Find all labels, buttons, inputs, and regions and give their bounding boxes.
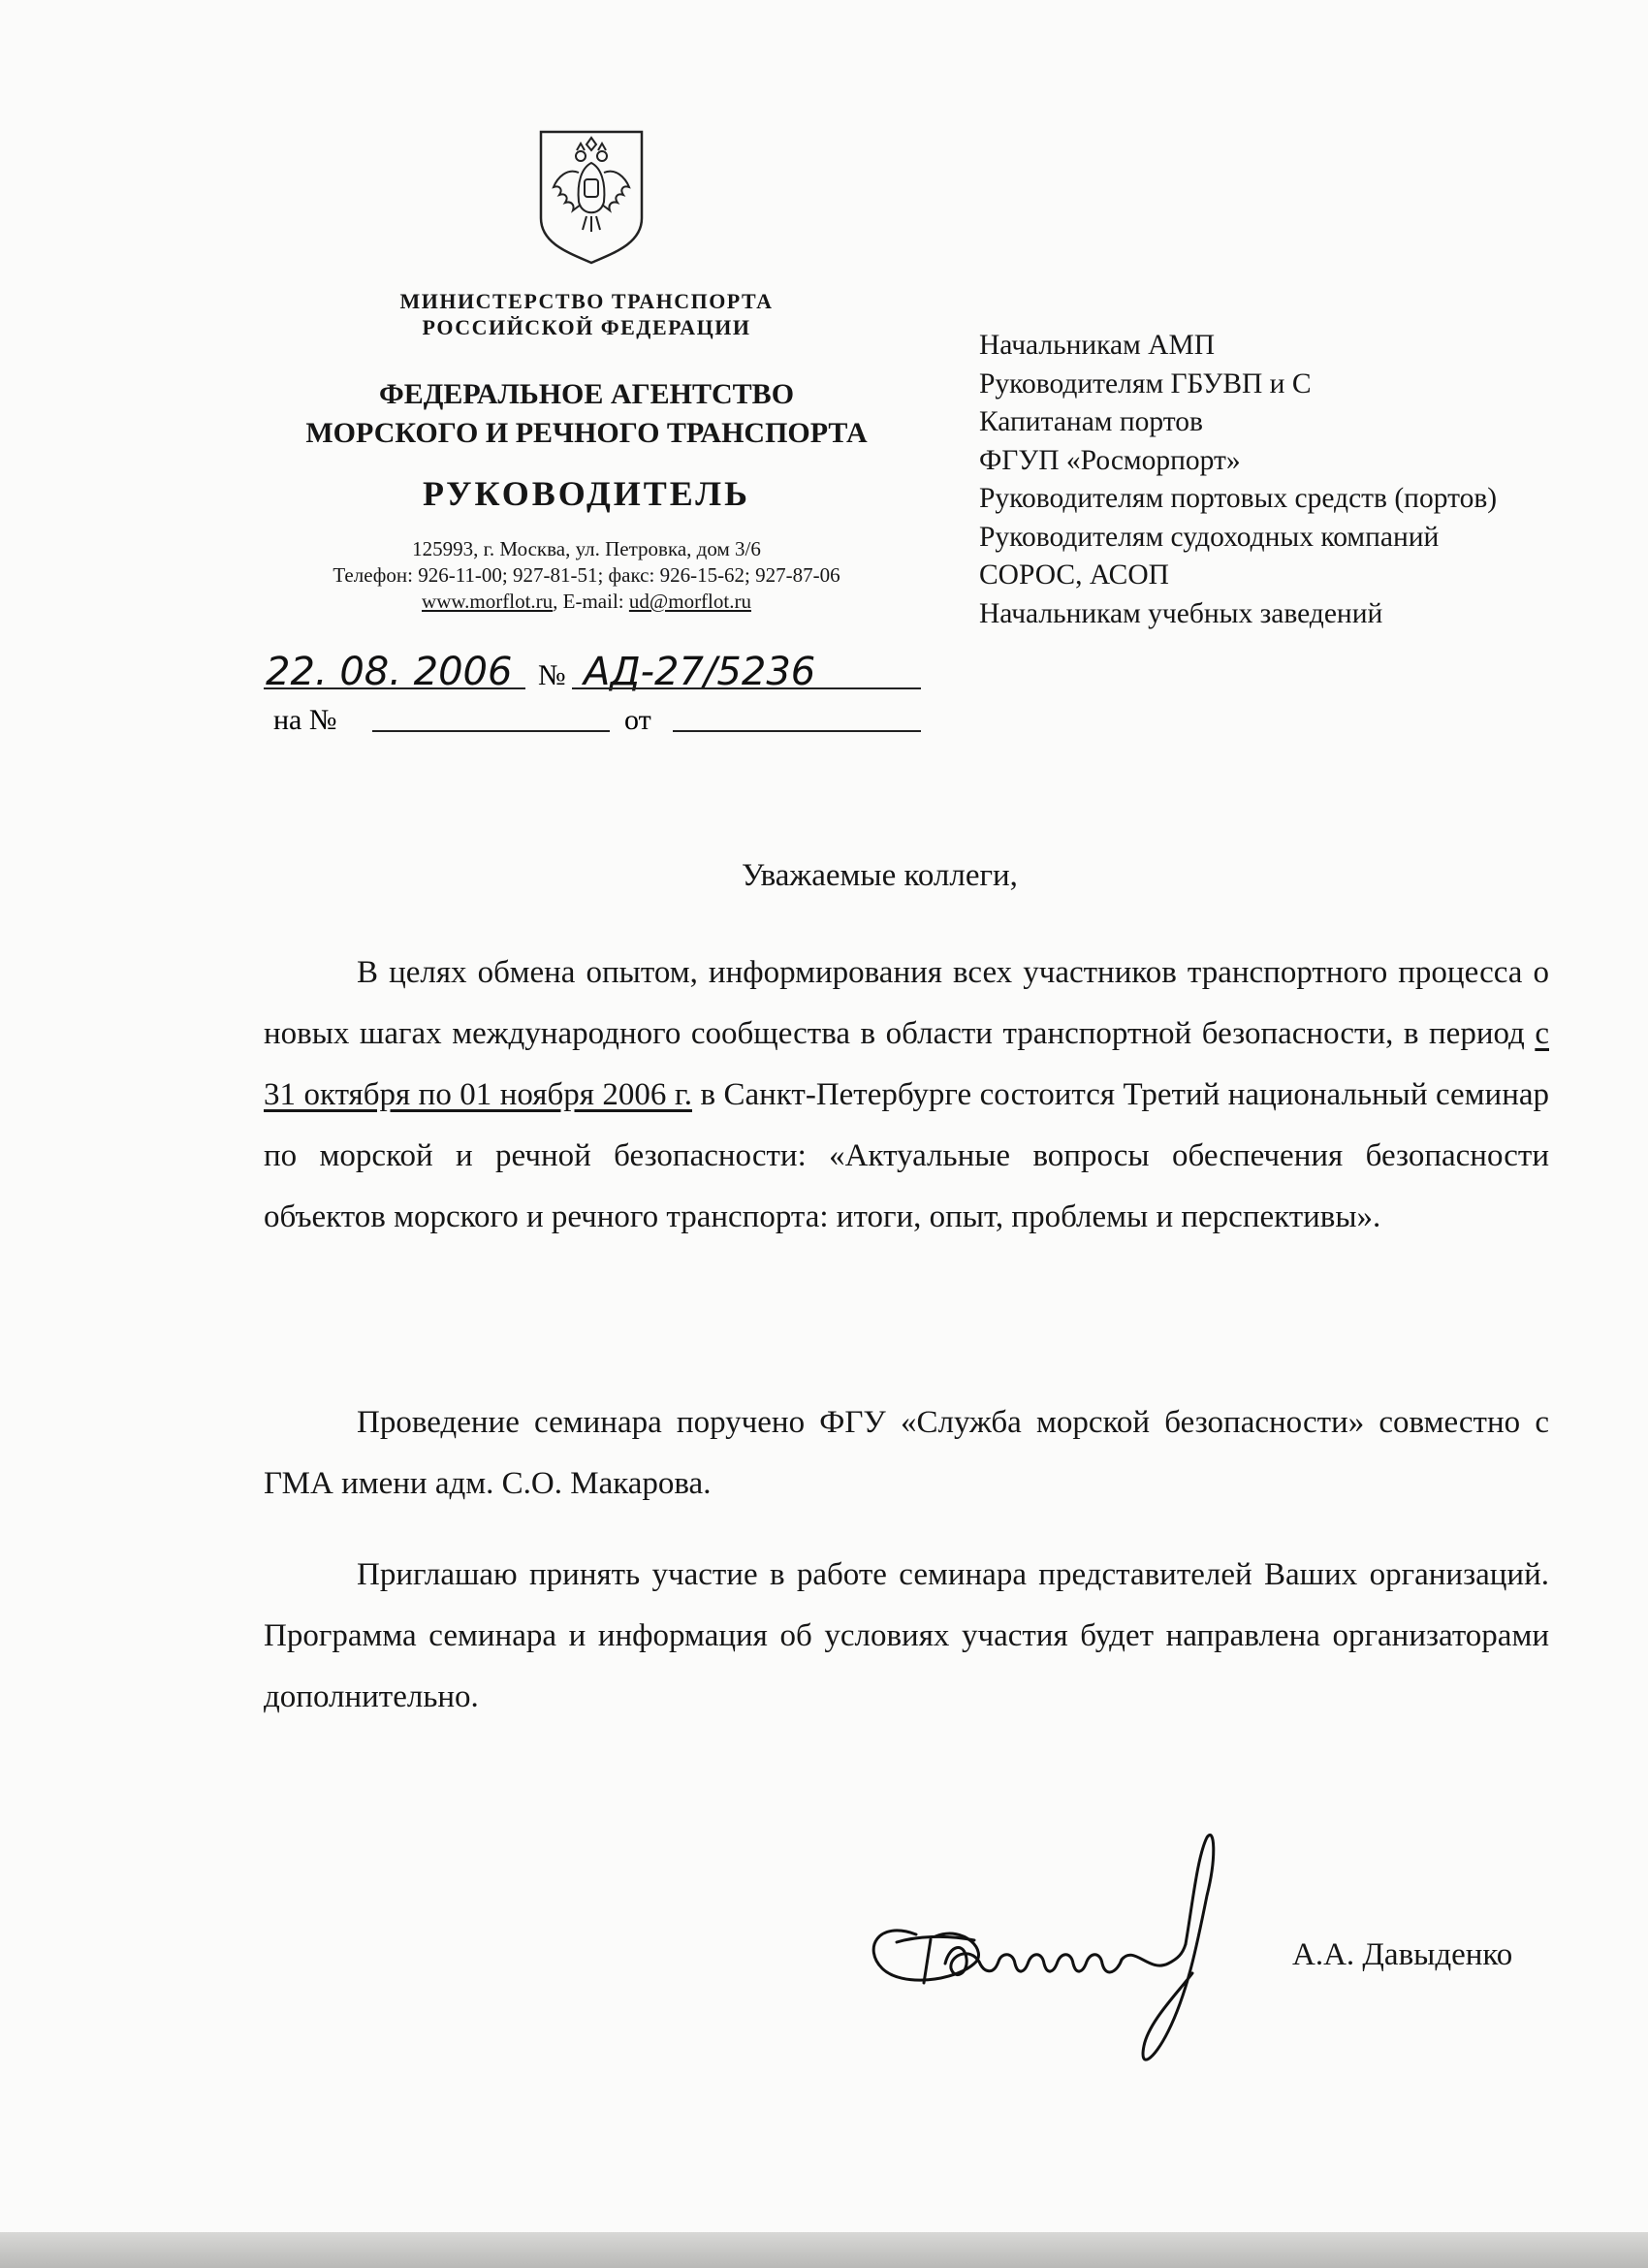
paragraph-1 bbox=[264, 942, 1549, 1248]
agency-line-2: МОРСКОГО И РЕЧНОГО ТРАНСПОРТА bbox=[305, 417, 868, 449]
recipient-line: Капитанам портов bbox=[979, 406, 1203, 437]
letter-number: АД-27/5236 bbox=[584, 650, 816, 694]
phones: Телефон: 926-11-00; 927-81-51; факс: 926-15-62; 927-87-06 bbox=[333, 563, 840, 587]
address: 125993, г. Москва, ул. Петровка, дом 3/6 bbox=[412, 537, 761, 560]
salutation: Уважаемые коллеги, bbox=[742, 858, 1018, 893]
ministry-line-2: РОССИЙСКОЙ ФЕДЕРАЦИИ bbox=[422, 315, 751, 339]
recipient-line: ФГУП «Росморпорт» bbox=[979, 444, 1241, 476]
ministry-name bbox=[247, 288, 926, 340]
recipient-line: Руководителям судоходных компаний bbox=[979, 521, 1440, 553]
reply-label: на № bbox=[273, 704, 337, 735]
letter-date: 22. 08. 2006 bbox=[266, 650, 513, 694]
seminar-period: с 31 октября по 01 ноября 2006 г. bbox=[264, 1016, 1549, 1112]
ministry-line-1: МИНИСТЕРСТВО ТРАНСПОРТА bbox=[399, 289, 774, 313]
scan-edge bbox=[0, 2232, 1648, 2268]
coat-of-arms-emblem bbox=[538, 129, 645, 265]
from-label: от bbox=[624, 704, 651, 735]
agency-line-1: ФЕДЕРАЛЬНОЕ АГЕНТСТВО bbox=[378, 378, 795, 410]
email-prefix: , E-mail: bbox=[553, 590, 629, 613]
position-title: РУКОВОДИТЕЛЬ bbox=[423, 474, 750, 513]
signer-name: А.А. Давыденко bbox=[1292, 1937, 1513, 1972]
email-link[interactable]: ud@morflot.ru bbox=[628, 590, 751, 613]
contact-block bbox=[247, 536, 926, 615]
paragraph-1-end: в Санкт-Петербурге состоится Третий национальный семинар по морской и речной безопасности: «Актуальные вопросы обеспечения безопасности объектов морского и речного транспорта: итоги, опыт, проблемы и перспективы». bbox=[264, 1077, 1550, 1234]
recipient-line: Начальникам учебных заведений bbox=[979, 597, 1383, 629]
agency-name bbox=[247, 375, 926, 453]
handwritten-signature bbox=[858, 1828, 1236, 2080]
recipient-line: Руководителям ГБУВП и С bbox=[979, 367, 1312, 399]
website-link[interactable]: www.morflot.ru bbox=[422, 590, 554, 613]
number-label: № bbox=[538, 659, 566, 691]
paragraph-1-start: В целях обмена опытом, информирования всех участников транспортного процесса о новых шагах международного сообщества в области транспортной безопасности, в период bbox=[264, 955, 1549, 1051]
web-email-line bbox=[247, 589, 926, 615]
paragraph-3: Приглашаю принять участие в работе семинара представителей Ваших организаций. Программа семинара и информация об условиях участия будет направлена организаторами дополнительно. bbox=[264, 1557, 1549, 1714]
recipient-line: СОРОС, АСОП bbox=[979, 559, 1169, 591]
reference-block bbox=[264, 648, 923, 735]
recipient-line: Руководителям портовых средств (портов) bbox=[979, 483, 1498, 514]
paragraph-2: Проведение семинара поручено ФГУ «Служба морской безопасности» совместно с ГМА имени адм. С.О. Макарова. bbox=[264, 1405, 1549, 1501]
recipient-line: Начальникам АМП bbox=[979, 330, 1216, 361]
recipients-list bbox=[979, 327, 1619, 633]
